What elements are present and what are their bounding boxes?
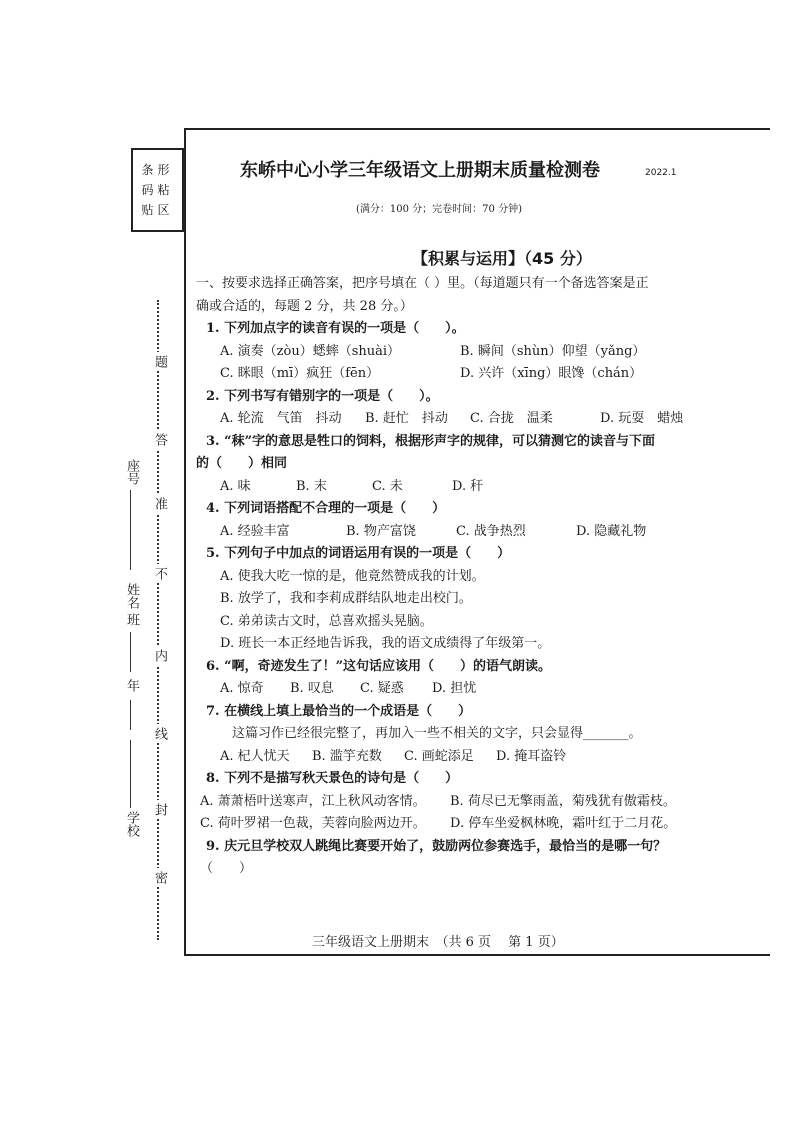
option: B. 瞬间（shùn）仰望（yǎng）: [460, 343, 646, 359]
option: B. 末: [296, 478, 327, 494]
option: B. 物产富饶: [346, 523, 416, 539]
class-field-label: 班: [122, 610, 141, 629]
seal-char: 线: [150, 724, 169, 743]
option: D. 兴许（xīng）眼馋（chán）: [460, 366, 643, 381]
question-stem: 4. 下列词语搭配不合理的一项是（ ）: [206, 501, 446, 516]
option: C. 合拢 温柔: [470, 411, 553, 426]
question-option: C. 弟弟读古文时，总喜欢摇头晃脑。: [220, 613, 433, 629]
question-options: [196, 341, 758, 364]
part1-instruction: 确或合适的，每题 2 分，共 28 分。）: [196, 298, 413, 314]
question-stem: 7. 在横线上填上最恰当的一个成语是（ ）: [206, 703, 472, 719]
question-stem: 9. 庆元旦学校双人跳绳比赛要开始了，鼓励两位参赛选手，最恰当的是哪一句？: [206, 838, 667, 854]
option: B. 叹息: [290, 681, 334, 696]
barcode-label-line: 贴区: [141, 203, 174, 217]
option: A. 轮流 气笛 抖动: [220, 411, 342, 426]
question-option: A. 使我大吃一惊的是，他竟然赞成我的计划。: [220, 568, 485, 584]
part1-instruction: 一、按要求选择正确答案，把序号填在（ ）里。（每道题只有一个备选答案是正: [196, 276, 649, 291]
section-heading: 【积累与运用】（45 分）: [412, 249, 592, 268]
question-area: [196, 273, 758, 881]
option: C. 眯眼（mī）疯狂（fēn）: [220, 366, 380, 381]
exam-subtitle: (满分：100 分；完卷时间：70 分钟): [356, 204, 522, 215]
option: D. 掩耳盗铃: [496, 748, 567, 764]
name-underline: [130, 490, 131, 570]
option: C. 画蛇添足: [404, 748, 474, 764]
option: D. 玩耍 蜡烛: [600, 411, 684, 426]
seal-char: 答: [150, 430, 169, 449]
option: A. 惊奇: [220, 681, 264, 696]
seal-char: 不: [150, 564, 169, 583]
seal-char: 题: [150, 352, 169, 371]
question-stem: 1. 下列加点字的读音有误的一项是（ ）。: [206, 321, 465, 336]
question-options: [196, 476, 758, 499]
question-options: [196, 363, 758, 386]
seal-char: 密: [150, 868, 169, 887]
option: C. 未: [372, 478, 403, 494]
school-underline: [130, 740, 131, 810]
question-options: [196, 746, 758, 769]
question-options: [196, 408, 758, 431]
question-sentence: 这篇习作已经很完整了，再加入一些不相关的文字，只会显得_______。: [232, 726, 642, 741]
page-footer: 三年级语文上册期末 （共 6 页 第 1 页）: [312, 935, 564, 950]
option: B. 荷尽已无擎雨盖，菊残犹有傲霜枝。: [450, 793, 676, 809]
grade-underline: [130, 700, 131, 730]
option: D. 停车坐爱枫林晚，霜叶红于二月花。: [450, 816, 677, 831]
name-field-label: 姓名: [122, 580, 141, 612]
question-options: [196, 813, 758, 836]
barcode-label-line: 码粘: [141, 183, 174, 197]
class-underline: [130, 632, 131, 672]
option: B. 赶忙 抖动: [365, 411, 448, 426]
question-stem: 2. 下列书写有错别字的一项是（ ）。: [206, 388, 439, 404]
question-option: B. 放学了，我和李莉成群结队地走出校门。: [220, 591, 472, 606]
question-stem: 5. 下列句子中加点的词语运用有误的一项是（ ）: [206, 546, 511, 561]
grade-field-label: 年: [122, 676, 141, 695]
option: A. 萧萧梧叶送寒声，江上秋风动客情。: [200, 793, 426, 809]
option: A. 杞人忧天: [220, 748, 290, 764]
seal-char: 封: [150, 800, 169, 819]
seal-char: 准: [150, 494, 169, 513]
exam-date: 2022.1: [645, 168, 677, 178]
option: A. 经验丰富: [220, 523, 290, 539]
exam-title: 东峤中心小学三年级语文上册期末质量检测卷: [240, 160, 600, 181]
barcode-sticker-area: [131, 148, 184, 232]
question-stem: 8. 下列不是描写秋天景色的诗句是（ ）: [206, 771, 459, 786]
option: C. 战争热烈: [456, 523, 526, 539]
seat-field-label: 座号: [122, 456, 141, 488]
school-field-label: 学校: [122, 808, 141, 840]
option: D. 担忧: [432, 681, 477, 696]
option: A. 味: [220, 478, 251, 494]
question-stem: 3. “秣”字的意思是牲口的饲料，根据形声字的规律，可以猜测它的读音与下面: [206, 433, 656, 449]
question-options: [196, 678, 758, 701]
question-stem: 6. “啊，奇迹发生了！”这句话应该用（ ）的语气朗读。: [206, 658, 552, 674]
seal-line: [157, 300, 159, 940]
option: D. 隐藏礼物: [576, 523, 647, 539]
option: B. 滥竽充数: [312, 748, 382, 764]
option: D. 秆: [452, 478, 484, 494]
option: C. 荷叶罗裙一色裁，芙蓉向脸两边开。: [200, 816, 426, 831]
seal-char: 内: [150, 646, 169, 665]
question-options: [196, 521, 758, 544]
option: C. 疑惑: [360, 681, 404, 696]
question-stem-continued: 的（ ）相同: [196, 456, 288, 471]
question-option: D. 班长一本正经地告诉我，我的语文成绩得了年级第一。: [220, 636, 551, 651]
question-options: [196, 791, 758, 814]
barcode-label-line: 条形: [141, 163, 174, 177]
answer-blank: （ ）: [200, 861, 253, 876]
option: A. 演奏（zòu）蟋蟀（shuài）: [220, 343, 401, 359]
